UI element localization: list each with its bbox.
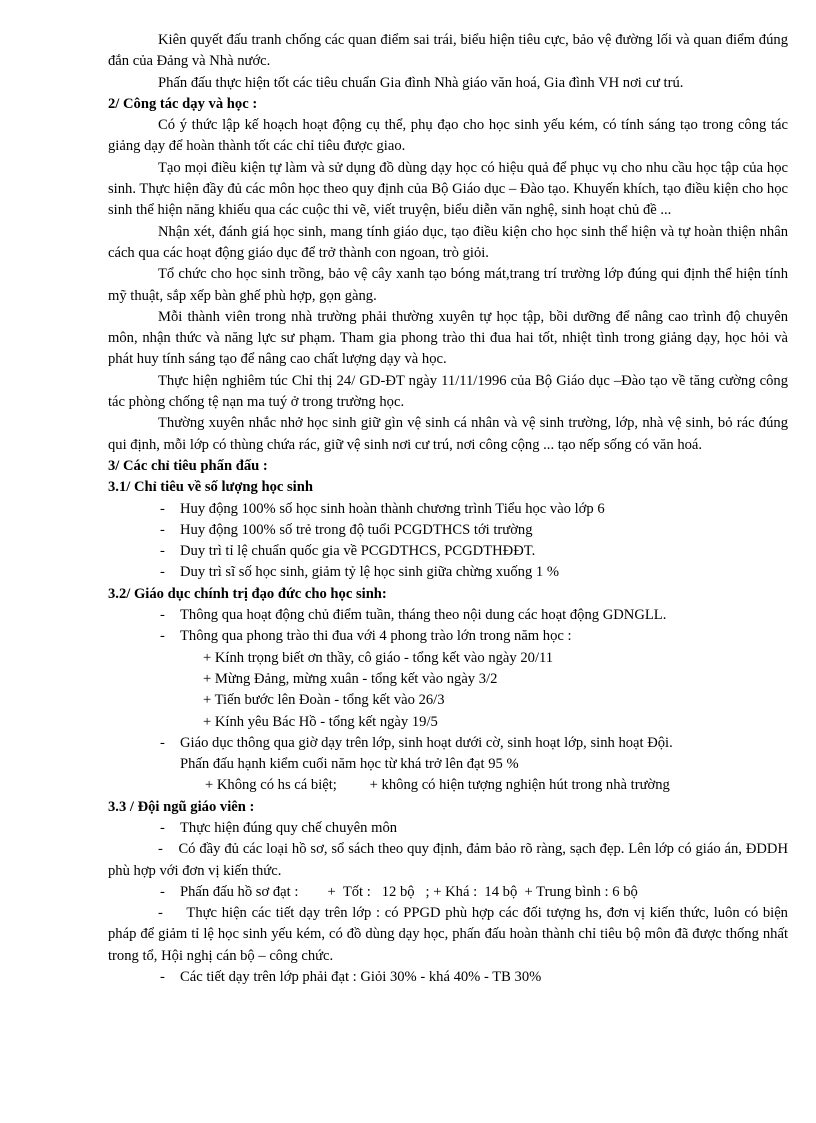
dash-bullet: - (160, 564, 165, 581)
dash-bullet: - (160, 543, 165, 560)
dash-bullet: - (160, 607, 165, 624)
list-item-text: Các tiết dạy trên lớp phải đạt : Giỏi 30% - khá 40% - TB 30% (180, 969, 542, 986)
subsection-heading: 3.1/ Chỉ tiêu về số lượng học sinh (108, 479, 313, 496)
list-item-text: Huy động 100% số trẻ trong độ tuổi PCGDTHCS tới trường (180, 521, 533, 538)
list-item-text: Thông qua hoạt động chủ điểm tuần, tháng theo nội dung các hoạt động GDNGLL. (180, 607, 667, 624)
list-item (108, 967, 788, 988)
list-item (108, 541, 788, 562)
paragraph: Có ý thức lập kế hoạch hoạt động cụ thể, phụ đạo cho học sinh yếu kém, có tính sáng tạo trong công tác giảng dạy để hoàn thành tốt các chỉ tiêu được giao. (108, 117, 788, 155)
list-item-text: Phấn đấu hồ sơ đạt : + Tốt : 12 bộ ; + Khá : 14 bộ + Trung bình : 6 bộ (180, 883, 638, 900)
dash-bullet: - (158, 905, 163, 922)
campaign-item: + Tiến bước lên Đoàn - tổng kết vào 26/3 (203, 692, 445, 709)
paragraph: Thường xuyên nhắc nhở học sinh giữ gìn vệ sinh cá nhân và vệ sinh trường, lớp, nhà vệ sinh, bỏ rác đúng qui định, mỗi lớp có thùng chứa rác, giữ vệ sinh nơi cư trú, nơi công cộng ... tạo nếp sống có văn hoá. (108, 415, 788, 453)
dash-bullet: - (160, 734, 165, 751)
list-item-text: Duy trì tỉ lệ chuẩn quốc gia về PCGDTHCS, PCGDTHĐĐT. (180, 543, 536, 560)
list-item-text: Có đầy đủ các loại hồ sơ, sổ sách theo quy định, đảm bảo rõ ràng, sạch đẹp. Lên lớp có giáo án, ĐDDH phù hợp với đơn vị kiến thức. (108, 841, 788, 879)
list-item (108, 733, 788, 754)
subsection-heading: 3.3 / Đội ngũ giáo viên : (108, 798, 255, 815)
dash-bullet: - (160, 969, 165, 986)
campaign-item: + Kính yêu Bác Hồ - tổng kết ngày 19/5 (203, 713, 438, 730)
list-item-text: Thực hiện các tiết dạy trên lớp : có PPGD phù hợp các đối tượng hs, đơn vị kiến thức, luôn có biện pháp để giảm tỉ lệ học sinh yếu kém, có đồ dùng dạy học, phấn đấu hoàn thành chỉ tiêu bộ môn đã được thống nhất trong tổ, Hội nghị cán bộ – công chức. (108, 905, 788, 964)
list-item (108, 626, 788, 647)
list-item (108, 520, 788, 541)
list-item-text: Giáo dục thông qua giờ dạy trên lớp, sinh hoạt dưới cờ, sinh hoạt lớp, sinh hoạt Đội. (180, 734, 673, 751)
paragraph: Phấn đấu thực hiện tốt các tiêu chuẩn Gia đình Nhà giáo văn hoá, Gia đình VH nơi cư trú. (158, 74, 684, 91)
paragraph: Nhận xét, đánh giá học sinh, mang tính giáo dục, tạo điều kiện cho học sinh thể hiện và tự hoàn thiện nhân cách qua các hoạt động giáo dục để trở thành con ngoan, trò giỏi. (108, 223, 788, 261)
list-item-wrapped (108, 903, 788, 967)
list-item (108, 882, 788, 903)
paragraph: Mỗi thành viên trong nhà trường phải thường xuyên tự học tập, bồi dưỡng để nâng cao trình độ chuyên môn, nhận thức và năng lực sư phạm. Tham gia phong trào thi đua hai tốt, nhiệt tình trong giảng dạy, học hỏi và phát huy tính sáng tạo để nâng cao chất lượng dạy và học. (108, 308, 788, 368)
subsection-heading: 3.2/ Giáo dục chính trị đạo đức cho học sinh: (108, 585, 387, 602)
paragraph: Thực hiện nghiêm túc Chỉ thị 24/ GD-ĐT ngày 11/11/1996 của Bộ Giáo dục –Đào tạo về tăng cường công tác phòng chống tệ nạn ma tuý ở trong trường học. (108, 372, 788, 411)
list-item-text: Thực hiện đúng quy chế chuyên môn (180, 819, 398, 836)
target-row: + Không có hs cá biệt; + không có hiện tượng nghiện hút trong nhà trường (205, 777, 670, 794)
dash-bullet: - (160, 883, 165, 900)
campaign-item: + Mừng Đảng, mừng xuân - tổng kết vào ngày 3/2 (203, 670, 498, 687)
dash-bullet: - (160, 500, 165, 517)
list-item (108, 499, 788, 520)
document-page (108, 30, 788, 988)
dash-bullet: - (160, 819, 165, 836)
paragraph: Kiên quyết đấu tranh chống các quan điểm sai trái, biểu hiện tiêu cực, bảo vệ đường lối và quan điểm đúng đắn của Đảng và Nhà nước. (108, 32, 788, 70)
section-heading: 2/ Công tác dạy và học : (108, 95, 258, 112)
dash-bullet: - (158, 841, 163, 858)
dash-bullet: - (160, 521, 165, 538)
campaign-item: + Kính trọng biết ơn thầy, cô giáo - tổng kết vào ngày 20/11 (203, 649, 554, 666)
list-item-text: Huy động 100% số học sinh hoàn thành chương trình Tiểu học vào lớp 6 (180, 500, 605, 517)
section-heading: 3/ Các chỉ tiêu phấn đấu : (108, 457, 268, 474)
list-item (108, 605, 788, 626)
list-item-wrapped (108, 839, 788, 882)
list-item (108, 818, 788, 839)
list-item (108, 562, 788, 583)
list-item-text: Duy trì sĩ số học sinh, giảm tỷ lệ học sinh giữa chừng xuống 1 % (180, 564, 560, 581)
list-item-continuation: Phấn đấu hạnh kiểm cuối năm học từ khá trở lên đạt 95 % (180, 756, 519, 773)
dash-bullet: - (160, 628, 165, 645)
list-item-text: Thông qua phong trào thi đua với 4 phong trào lớn trong năm học : (180, 628, 572, 645)
paragraph: Tổ chức cho học sinh trồng, bảo vệ cây xanh tạo bóng mát,trang trí trường lớp đúng qui định thể hiện tính mỹ thuật, sắp xếp bàn ghế phù hợp, gọn gàng. (108, 266, 788, 304)
paragraph: Tạo mọi điều kiện tự làm và sử dụng đồ dùng dạy học có hiệu quả để phục vụ cho nhu cầu học tập của học sinh. Thực hiện đầy đủ các môn học theo quy định của Bộ Giáo dục – Đào tạo. Khuyến khích, tạo điều kiện cho học sinh thể hiện năng khiếu qua các cuộc thi vẽ, viết truyện, biểu diễn văn nghệ, sinh hoạt chủ đề ... (108, 159, 788, 219)
